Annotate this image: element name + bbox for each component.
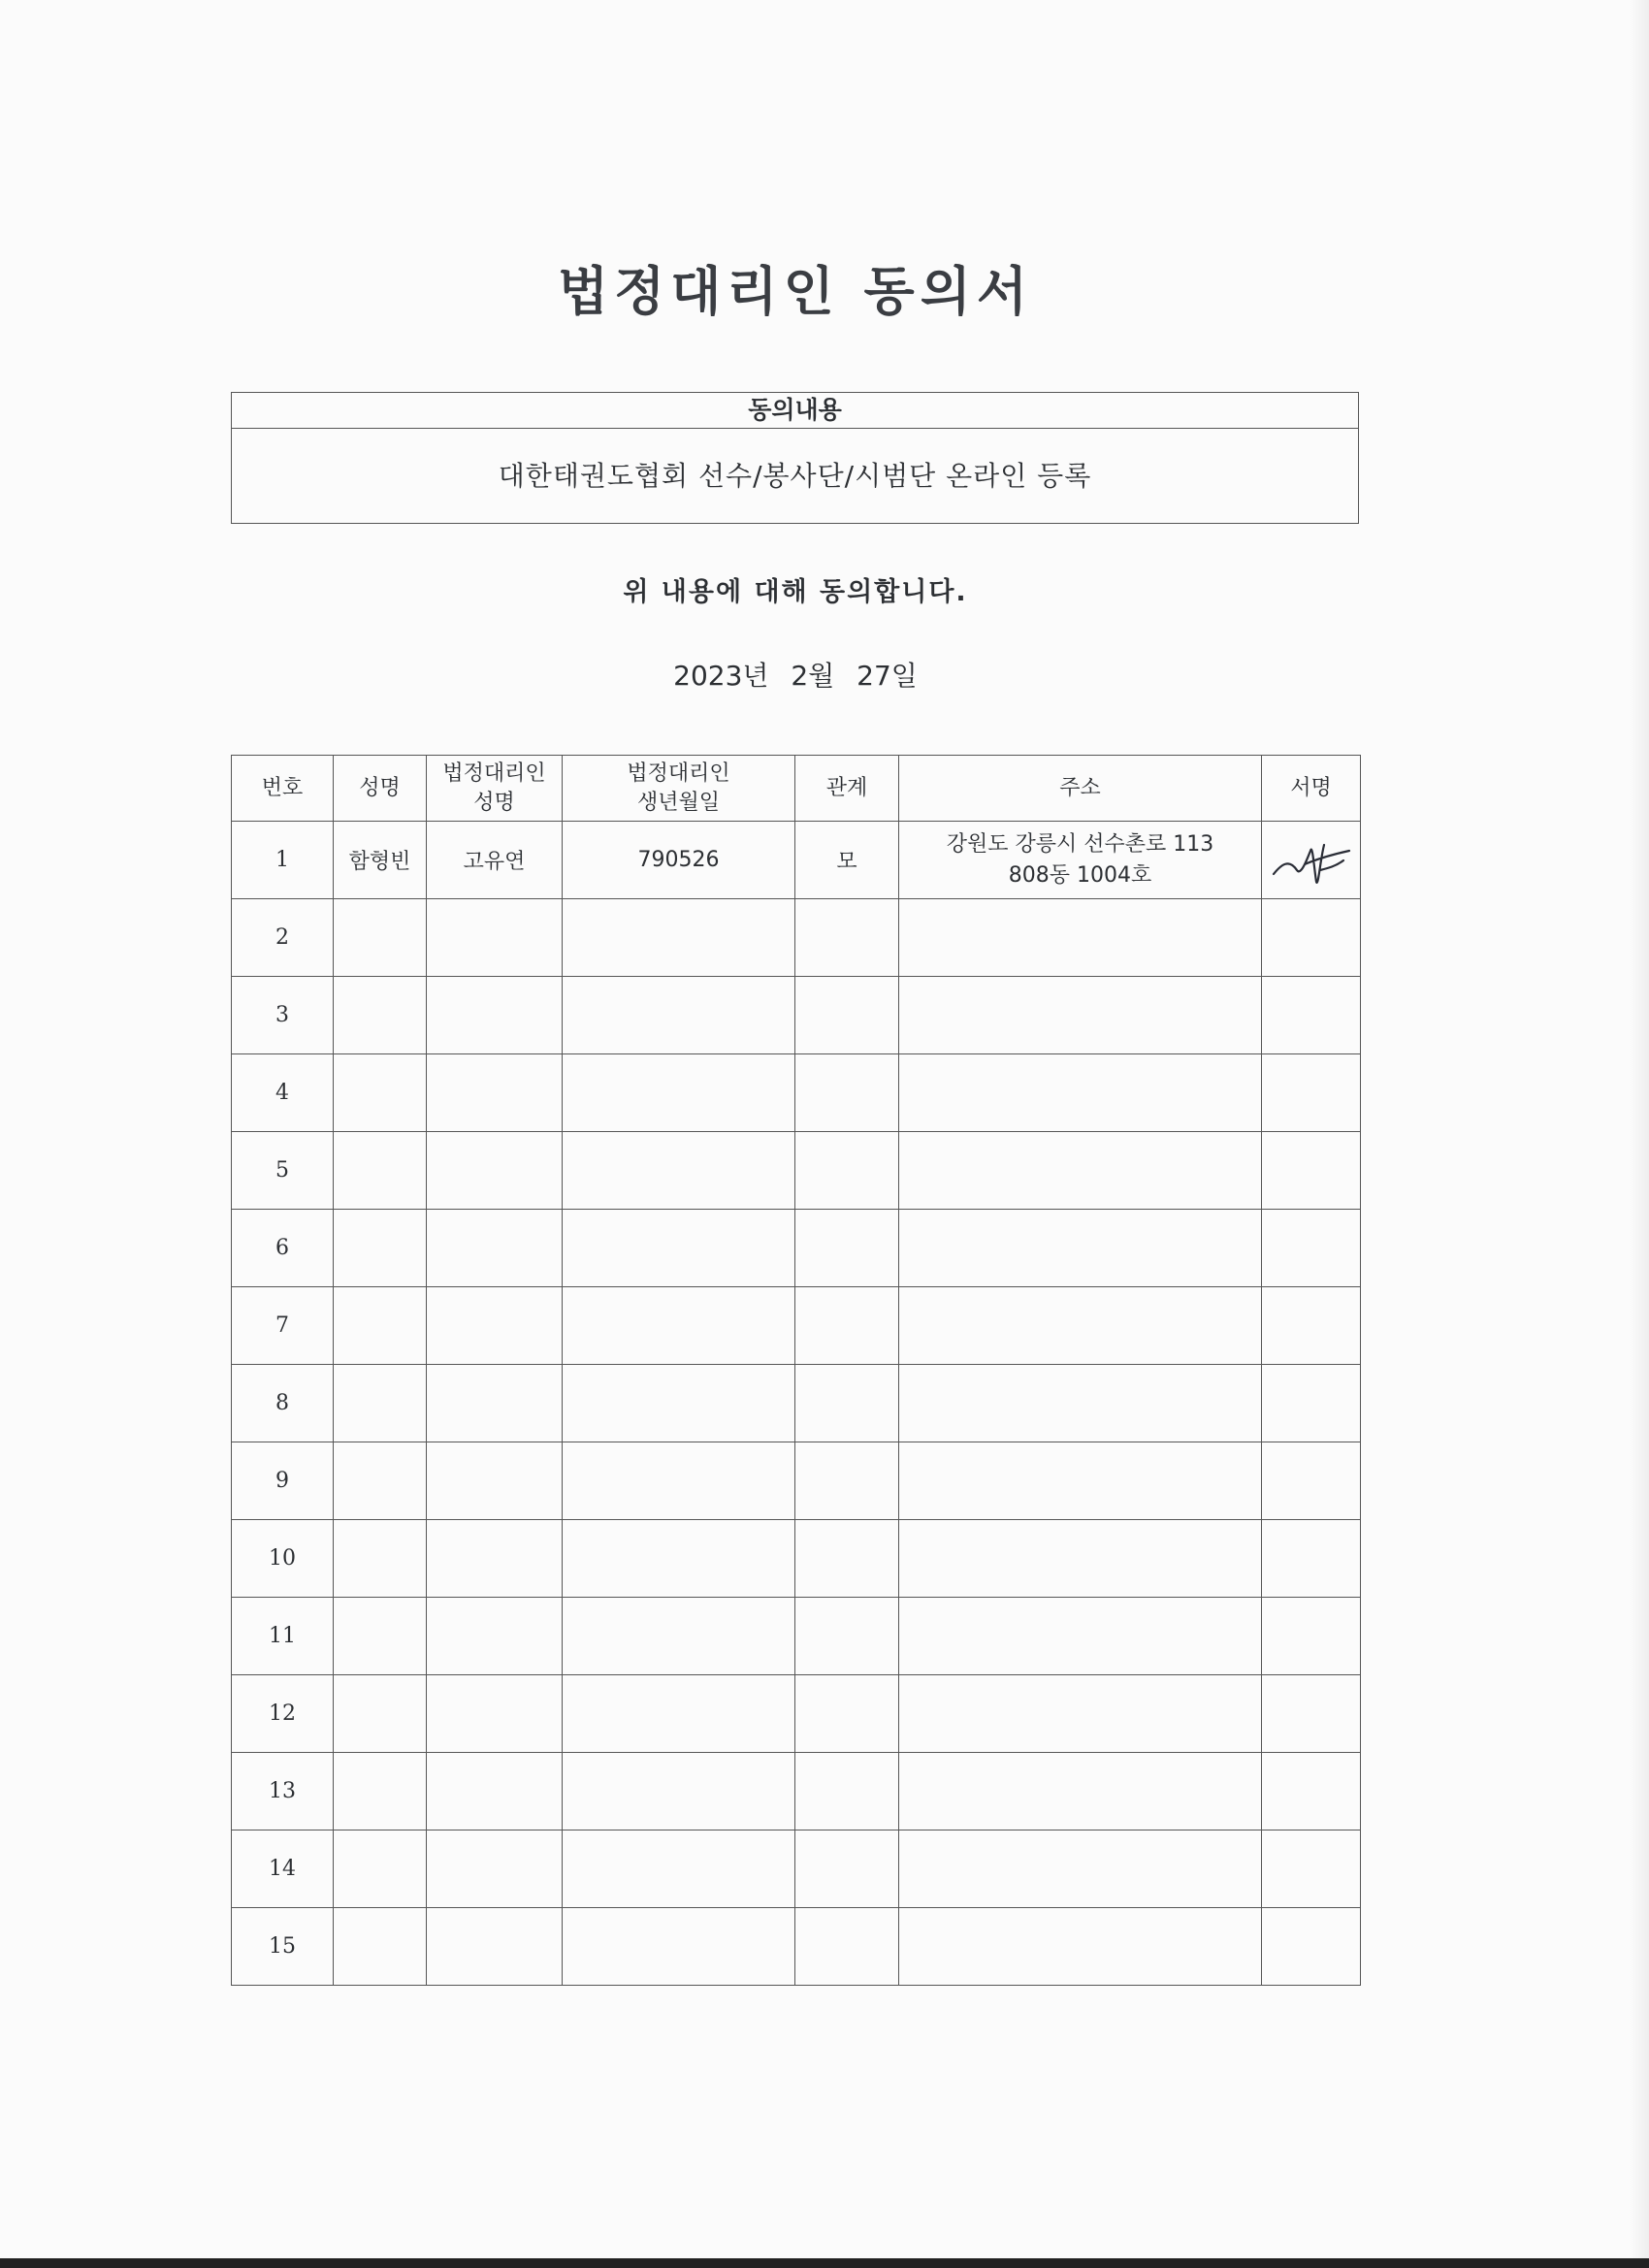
row-rep-name [427,1210,563,1287]
row-rep-name [427,1908,563,1986]
row-relation [795,977,899,1054]
row-num: 9 [232,1442,334,1520]
row-num: 2 [232,899,334,977]
table-row [232,1520,1361,1598]
row-name [334,1598,427,1675]
row-relation [795,1442,899,1520]
row-rep-name [427,1598,563,1675]
row-rep-birth [563,1520,795,1598]
row-num: 8 [232,1365,334,1442]
row-address-line1: 강원도 강릉시 선수촌로 113 [946,831,1214,857]
row-signature [1262,1831,1361,1908]
row-address [899,822,1262,899]
row-name [334,1908,427,1986]
row-signature [1262,1675,1361,1753]
row-address [899,1908,1262,1986]
consent-content: 대한태권도협회 선수/봉사단/시범단 온라인 등록 [498,460,1092,492]
row-relation [795,1598,899,1675]
table-row [232,899,1361,977]
row-address [899,1753,1262,1831]
row-name [334,1365,427,1442]
row-address [899,1365,1262,1442]
row-num: 12 [232,1675,334,1753]
table-row [232,1753,1361,1831]
row-rep-birth [563,1753,795,1831]
row-rep-birth [563,1908,795,1986]
row-name [334,1132,427,1210]
row-name: 함형빈 [334,822,427,899]
header-rep-name-line2: 성명 [473,790,515,815]
table-row [232,1365,1361,1442]
table-row [232,1442,1361,1520]
row-signature [1262,1598,1361,1675]
header-relation: 관계 [795,756,899,822]
header-rep-name [427,756,563,822]
table-row [232,822,1361,899]
row-address-line2: 808동 1004호 [1008,862,1152,888]
row-rep-name [427,1132,563,1210]
row-signature [1262,1753,1361,1831]
row-rep-birth [563,1442,795,1520]
row-name [334,1520,427,1598]
row-signature [1262,1442,1361,1520]
row-name [334,1210,427,1287]
row-name [334,1753,427,1831]
row-address [899,1598,1262,1675]
row-signature [1262,1054,1361,1132]
table-row [232,1831,1361,1908]
row-rep-name: 고유연 [427,822,563,899]
row-num: 1 [232,822,334,899]
row-num: 11 [232,1598,334,1675]
header-signature: 서명 [1262,756,1361,822]
row-signature [1262,977,1361,1054]
row-rep-birth [563,1287,795,1365]
row-rep-birth [563,1132,795,1210]
row-relation: 모 [795,822,899,899]
row-address [899,977,1262,1054]
header-rep-birth-line1: 법정대리인 [627,761,730,786]
row-rep-birth [563,1054,795,1132]
row-signature [1262,1908,1361,1986]
row-rep-name [427,1520,563,1598]
row-num: 6 [232,1210,334,1287]
row-signature [1262,1287,1361,1365]
row-signature [1262,1365,1361,1442]
scan-shade [1630,0,1649,2258]
row-signature [1262,822,1361,899]
header-name: 성명 [334,756,427,822]
header-rep-birth [563,756,795,822]
row-name [334,1675,427,1753]
row-rep-birth [563,899,795,977]
row-rep-name [427,1831,563,1908]
row-address [899,1132,1262,1210]
row-name [334,1831,427,1908]
row-address [899,1210,1262,1287]
row-rep-birth [563,1365,795,1442]
row-address [899,1442,1262,1520]
row-num: 13 [232,1753,334,1831]
row-relation [795,1908,899,1986]
header-num: 번호 [232,756,334,822]
row-relation [795,1520,899,1598]
table-row [232,1287,1361,1365]
row-name [334,899,427,977]
consent-box [231,392,1359,524]
row-rep-name [427,1675,563,1753]
row-relation [795,1054,899,1132]
row-rep-birth [563,1675,795,1753]
row-name [334,1287,427,1365]
row-relation [795,1753,899,1831]
table-row [232,1598,1361,1675]
row-address [899,1675,1262,1753]
row-signature [1262,899,1361,977]
table-row [232,1054,1361,1132]
handwritten-signature [1268,831,1355,890]
row-num: 15 [232,1908,334,1986]
consent-header: 동의내용 [232,393,1358,429]
row-num: 4 [232,1054,334,1132]
row-rep-name [427,977,563,1054]
row-relation [795,1831,899,1908]
consent-date: 2023년 2월 27일 [673,660,918,692]
row-relation [795,1132,899,1210]
row-rep-name [427,1442,563,1520]
row-rep-birth: 790526 [563,822,795,899]
row-rep-birth [563,1210,795,1287]
row-num: 7 [232,1287,334,1365]
table-row [232,1210,1361,1287]
row-name [334,1442,427,1520]
table-header-row [232,756,1361,822]
header-address: 주소 [899,756,1262,822]
scan-bottom-edge [0,2258,1649,2268]
row-address [899,1831,1262,1908]
row-relation [795,1210,899,1287]
representative-table [231,755,1361,1986]
row-num: 5 [232,1132,334,1210]
row-rep-name [427,1287,563,1365]
row-address [899,899,1262,977]
table-row [232,1132,1361,1210]
row-relation [795,1365,899,1442]
row-num: 14 [232,1831,334,1908]
row-address [899,1287,1262,1365]
row-signature [1262,1520,1361,1598]
row-address [899,1054,1262,1132]
row-num: 3 [232,977,334,1054]
table-row [232,977,1361,1054]
row-rep-birth [563,1598,795,1675]
row-rep-birth [563,977,795,1054]
row-rep-name [427,1753,563,1831]
agreement-statement: 위 내용에 대해 동의합니다. [623,577,968,607]
row-name [334,1054,427,1132]
row-name [334,977,427,1054]
table-row [232,1908,1361,1986]
document-title: 법정대리인 동의서 [557,261,1034,322]
row-address [899,1520,1262,1598]
row-relation [795,899,899,977]
row-relation [795,1287,899,1365]
header-rep-birth-line2: 생년월일 [636,790,720,815]
row-relation [795,1675,899,1753]
row-rep-name [427,899,563,977]
row-rep-name [427,1365,563,1442]
row-signature [1262,1210,1361,1287]
row-num: 10 [232,1520,334,1598]
header-rep-name-line1: 법정대리인 [442,761,546,786]
row-rep-name [427,1054,563,1132]
row-rep-birth [563,1831,795,1908]
row-signature [1262,1132,1361,1210]
table-row [232,1675,1361,1753]
